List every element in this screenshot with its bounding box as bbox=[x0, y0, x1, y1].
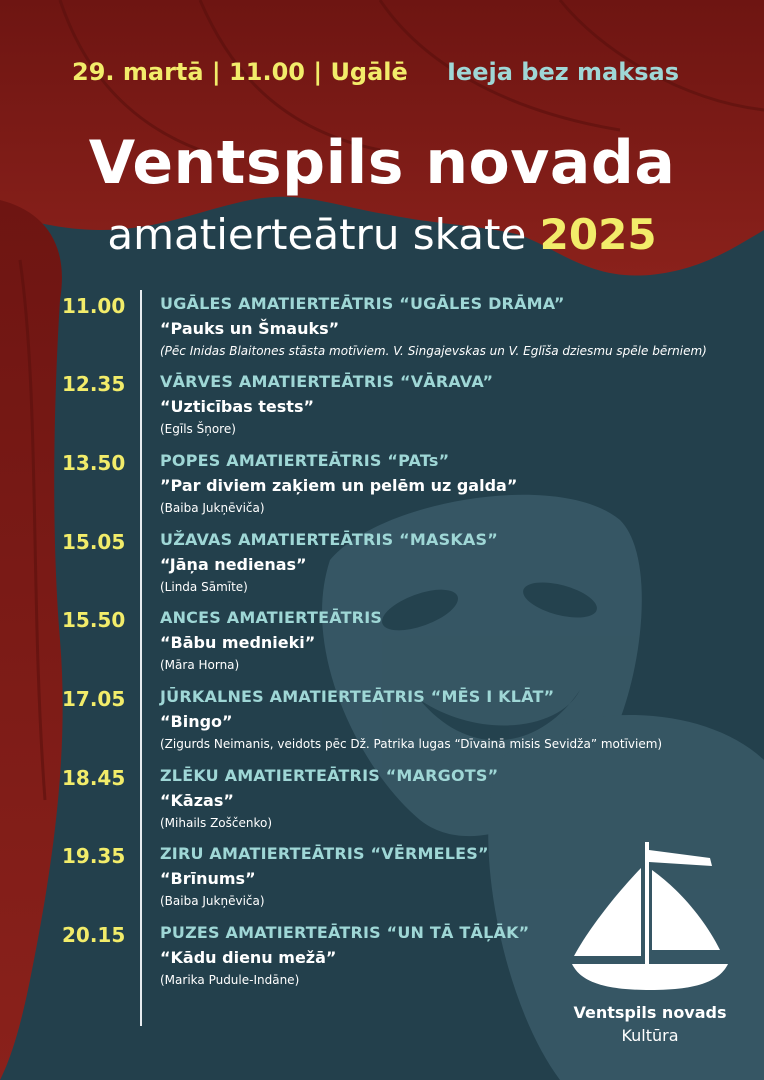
schedule-time: 15.05 bbox=[62, 530, 126, 554]
schedule-time: 17.05 bbox=[62, 687, 126, 711]
schedule-item bbox=[0, 449, 764, 527]
free-entry-label: Ieeja bez maksas bbox=[447, 58, 679, 86]
schedule-author: (Egīls Šņore) bbox=[160, 422, 236, 436]
schedule-author: (Marika Pudule-Indāne) bbox=[160, 973, 300, 987]
schedule-group: ZIRU AMATIERTEĀTRIS “VĒRMELES” bbox=[160, 844, 489, 863]
schedule-item bbox=[0, 292, 764, 370]
logo-name: Ventspils novads bbox=[573, 1003, 727, 1022]
schedule-play: “Uzticības tests” bbox=[160, 397, 314, 416]
schedule-author: (Zigurds Neimanis, veidots pēc Dž. Patrika lugas “Dīvainā misis Sevidža” motīviem) bbox=[160, 737, 663, 751]
schedule-item bbox=[0, 370, 764, 448]
schedule-group: JŪRKALNES AMATIERTEĀTRIS “MĒS I KLĀT” bbox=[160, 687, 555, 706]
schedule-play: “Pauks un Šmauks” bbox=[160, 319, 340, 338]
schedule-play: “Jāņa nedienas” bbox=[160, 555, 307, 574]
schedule-group: ZLĒKU AMATIERTEĀTRIS “MARGOTS” bbox=[160, 766, 499, 785]
schedule-group: PUZES AMATIERTEĀTRIS “UN TĀ TĀĻĀK” bbox=[160, 923, 530, 942]
schedule-time: 20.15 bbox=[62, 923, 126, 947]
schedule-time: 13.50 bbox=[62, 451, 126, 475]
schedule-group: VĀRVES AMATIERTEĀTRIS “VĀRAVA” bbox=[160, 372, 494, 391]
schedule-time: 11.00 bbox=[62, 294, 126, 318]
event-date-time-place: 29. martā | 11.00 | Ugālē bbox=[72, 58, 408, 86]
schedule-time: 19.35 bbox=[62, 844, 126, 868]
schedule-play: “Kādu dienu mežā” bbox=[160, 948, 337, 967]
schedule-author: (Māra Horna) bbox=[160, 658, 240, 672]
subtitle-year: 2025 bbox=[539, 210, 657, 259]
schedule-group: UGĀLES AMATIERTEĀTRIS “UGĀLES DRĀMA” bbox=[160, 294, 565, 313]
schedule-group: POPES AMATIERTEĀTRIS “PATs” bbox=[160, 451, 450, 470]
subtitle-text: amatierteātru skate bbox=[107, 210, 527, 259]
page-title: Ventspils novada bbox=[88, 128, 676, 198]
schedule-author: (Mihails Zoščenko) bbox=[160, 816, 273, 830]
schedule-time: 12.35 bbox=[62, 372, 126, 396]
schedule-play: “Brīnums” bbox=[160, 869, 256, 888]
schedule-item bbox=[0, 528, 764, 606]
schedule-time: 18.45 bbox=[62, 766, 126, 790]
schedule-item bbox=[0, 685, 764, 763]
schedule-play: “Kāzas” bbox=[160, 791, 234, 810]
schedule-author: (Baiba Jukņēviča) bbox=[160, 894, 265, 908]
schedule-group: UŽAVAS AMATIERTEĀTRIS “MASKAS” bbox=[160, 530, 498, 549]
schedule-group: ANCES AMATIERTEĀTRIS bbox=[160, 608, 383, 627]
schedule-item bbox=[0, 764, 764, 842]
schedule-play: ”Par diviem zaķiem un pelēm uz galda” bbox=[160, 476, 518, 495]
schedule-play: “Bingo” bbox=[160, 712, 233, 731]
schedule-item bbox=[0, 606, 764, 684]
schedule-play: “Bābu mednieki” bbox=[160, 633, 316, 652]
page-subtitle bbox=[0, 210, 764, 259]
logo-subtitle: Kultūra bbox=[621, 1026, 679, 1045]
schedule-author: (Linda Sāmīte) bbox=[160, 580, 248, 594]
schedule-author: (Pēc Inidas Blaitones stāsta motīviem. V. Singajevskas un V. Eglīša dziesmu spēle bērniem) bbox=[160, 344, 707, 358]
schedule-author: (Baiba Jukņēviča) bbox=[160, 501, 265, 515]
schedule-time: 15.50 bbox=[62, 608, 126, 632]
